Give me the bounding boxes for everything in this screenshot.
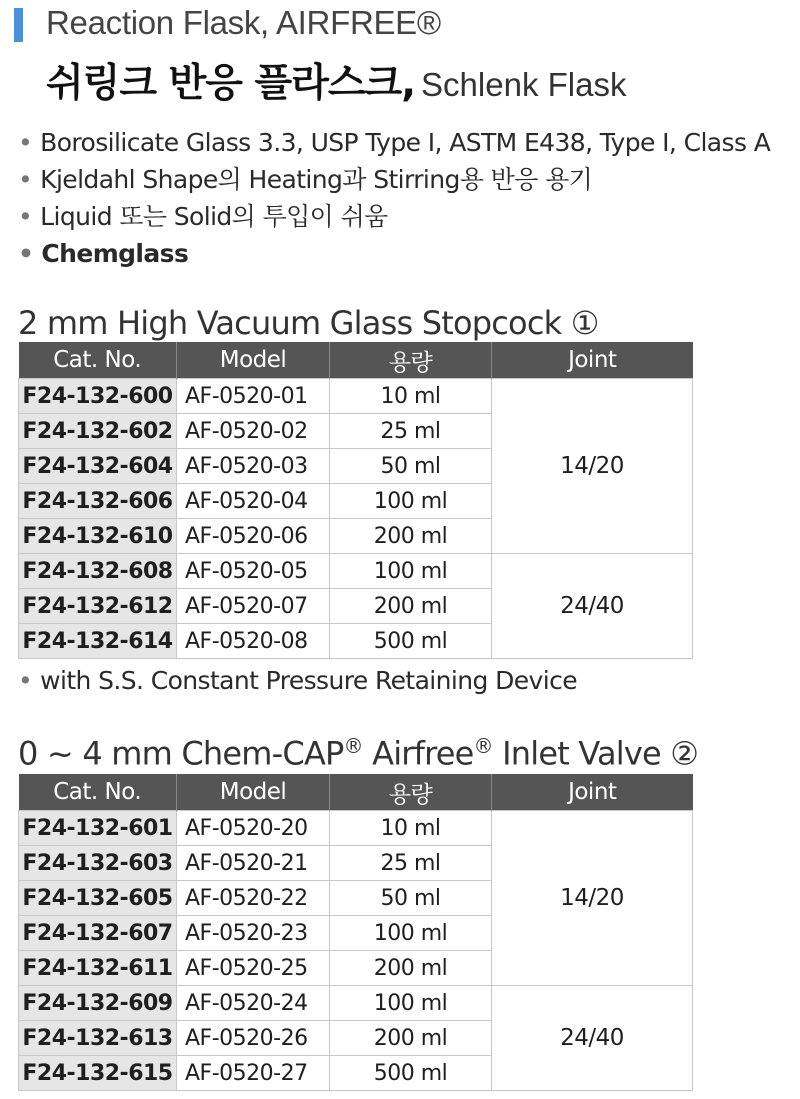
capacity-cell: 200 ml [330,951,492,986]
title-korean: 쉬링크 반응 플라스크, [46,61,416,106]
capacity-cell: 50 ml [330,881,492,916]
cat-no-cell: F24-132-600 [19,379,177,414]
model-cell: AF-0520-05 [177,554,330,589]
cat-no-cell: F24-132-607 [19,916,177,951]
model-cell: AF-0520-22 [177,881,330,916]
bullet-icon: • [18,666,33,695]
cat-no-cell: F24-132-605 [19,881,177,916]
feature-item: • Borosilicate Glass 3.3, USP Type I, ASTM E438, Type I, Class A [18,128,771,157]
capacity-cell: 100 ml [330,554,492,589]
model-cell: AF-0520-07 [177,589,330,624]
title-accent-bar [14,8,23,42]
model-cell: AF-0520-26 [177,1021,330,1056]
capacity-cell: 100 ml [330,484,492,519]
cat-no-cell: F24-132-611 [19,951,177,986]
cat-no-cell: F24-132-608 [19,554,177,589]
table-row [19,379,693,414]
model-cell: AF-0520-02 [177,414,330,449]
bullet-icon: • [18,202,33,231]
cat-no-cell: F24-132-609 [19,986,177,1021]
column-header: Model [177,342,330,379]
capacity-cell: 100 ml [330,916,492,951]
capacity-cell: 200 ml [330,589,492,624]
capacity-cell: 500 ml [330,1056,492,1091]
column-header: Joint [492,342,693,379]
cat-no-cell: F24-132-613 [19,1021,177,1056]
model-cell: AF-0520-27 [177,1056,330,1091]
cat-no-cell: F24-132-612 [19,589,177,624]
section1-title: 2 mm High Vacuum Glass Stopcock ① [18,304,599,342]
feature-item: • Kjeldahl Shape의 Heating과 Stirring용 반응 용기 [18,165,593,194]
capacity-cell: 25 ml [330,414,492,449]
cat-no-cell: F24-132-601 [19,811,177,846]
capacity-cell: 200 ml [330,1021,492,1056]
table-row [19,811,693,846]
bullet-icon: • [18,239,34,268]
title-english-name: Schlenk Flask [421,66,627,103]
cat-no-cell: F24-132-610 [19,519,177,554]
column-header: 용량 [330,774,492,811]
column-header: Joint [492,774,693,811]
capacity-cell: 10 ml [330,379,492,414]
section2-title: 0 ~ 4 mm Chem-CAP® Airfree® Inlet Valve ② [18,734,699,773]
feature-item: • Liquid 또는 Solid의 투입이 쉬움 [18,202,388,231]
cat-no-cell: F24-132-603 [19,846,177,881]
capacity-cell: 10 ml [330,811,492,846]
column-header: 용량 [330,342,492,379]
column-header: Cat. No. [19,774,177,811]
table-row [19,986,693,1021]
joint-cell: 14/20 [492,811,693,986]
joint-cell: 24/40 [492,554,693,659]
capacity-cell: 200 ml [330,519,492,554]
column-header: Model [177,774,330,811]
model-cell: AF-0520-04 [177,484,330,519]
cat-no-cell: F24-132-614 [19,624,177,659]
model-cell: AF-0520-03 [177,449,330,484]
column-header: Cat. No. [19,342,177,379]
table-row [19,554,693,589]
inlet-valve-spec-table [18,774,693,1091]
product-title-en: Reaction Flask, AIRFREE® [46,4,441,41]
product-title-ko [46,52,626,108]
capacity-cell: 25 ml [330,846,492,881]
capacity-cell: 500 ml [330,624,492,659]
joint-cell: 14/20 [492,379,693,554]
table-note: • with S.S. Constant Pressure Retaining Device [18,666,578,695]
cat-no-cell: F24-132-602 [19,414,177,449]
model-cell: AF-0520-23 [177,916,330,951]
table-header-row [19,342,693,379]
feature-item-brand: • Chemglass [18,239,189,268]
model-cell: AF-0520-25 [177,951,330,986]
model-cell: AF-0520-21 [177,846,330,881]
model-cell: AF-0520-20 [177,811,330,846]
model-cell: AF-0520-08 [177,624,330,659]
model-cell: AF-0520-06 [177,519,330,554]
cat-no-cell: F24-132-606 [19,484,177,519]
model-cell: AF-0520-24 [177,986,330,1021]
cat-no-cell: F24-132-604 [19,449,177,484]
table-header-row [19,774,693,811]
capacity-cell: 100 ml [330,986,492,1021]
bullet-icon: • [18,128,33,157]
joint-cell: 24/40 [492,986,693,1091]
stopcock-spec-table [18,342,693,659]
capacity-cell: 50 ml [330,449,492,484]
feature-list [18,124,770,272]
cat-no-cell: F24-132-615 [19,1056,177,1091]
model-cell: AF-0520-01 [177,379,330,414]
bullet-icon: • [18,165,33,194]
